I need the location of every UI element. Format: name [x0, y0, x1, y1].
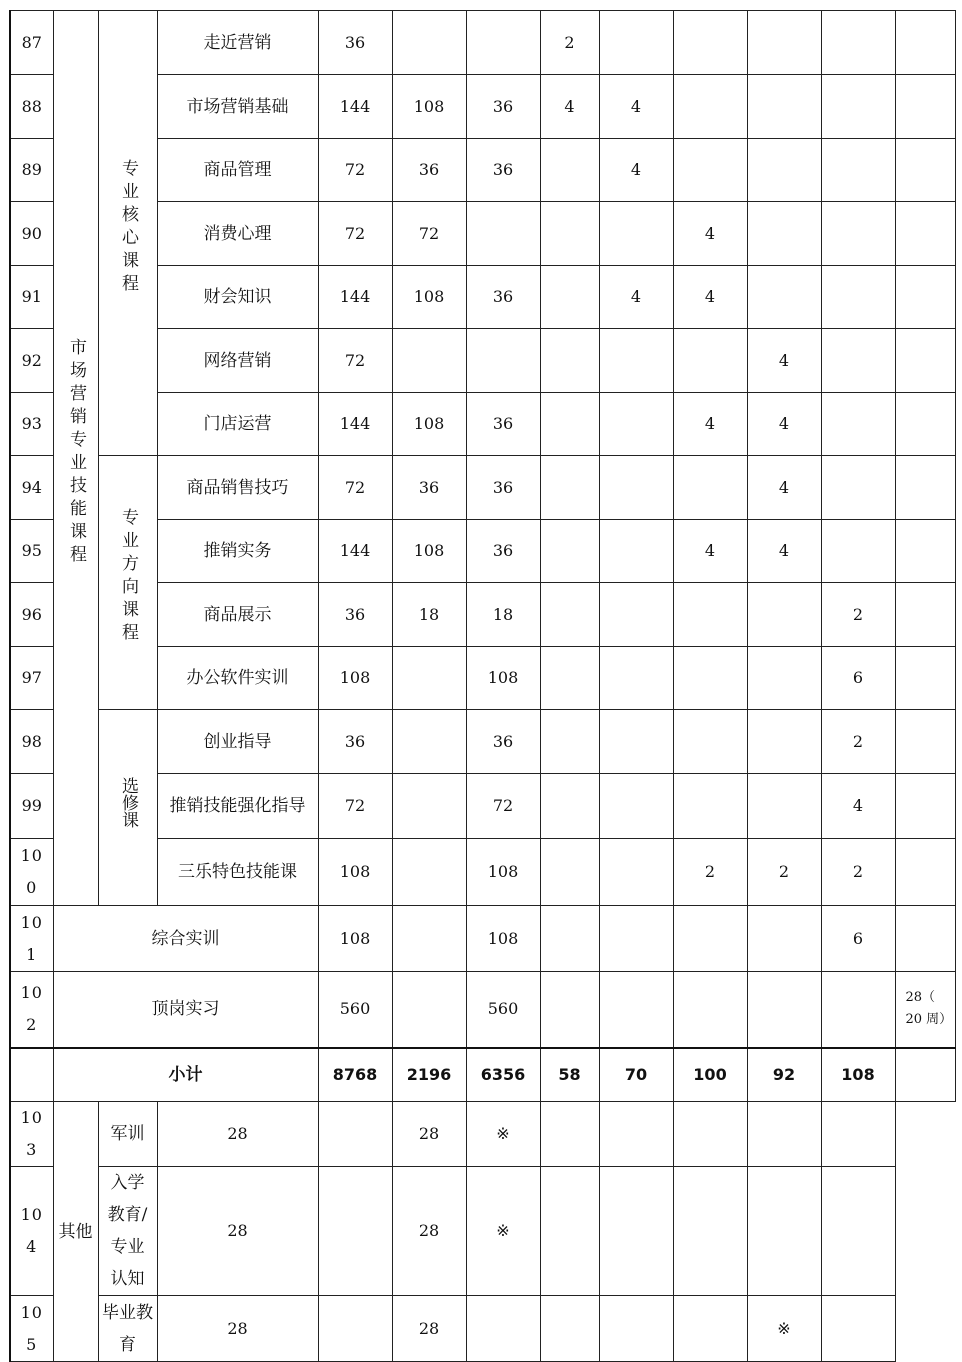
row-number-text: 99 — [21, 796, 42, 815]
cell-theory — [318, 1102, 392, 1167]
cell-s6 — [895, 456, 955, 520]
cell-total: 28 — [157, 1296, 318, 1362]
cell-s2 — [599, 583, 673, 647]
row-number-text: 91 — [21, 287, 42, 306]
cell-s3: 4 — [673, 520, 747, 583]
cell-theory: 36 — [392, 139, 466, 202]
cell-s4: 4 — [747, 329, 821, 393]
cell-s4 — [747, 972, 821, 1048]
course-name-text: 办公软件实训 — [186, 668, 289, 688]
cell-s6 — [895, 202, 955, 266]
cell-total: 108 — [318, 647, 392, 710]
table-row — [10, 456, 955, 520]
cell-s6 — [895, 393, 955, 456]
cell-s3 — [673, 774, 747, 839]
cell-theory: 72 — [392, 202, 466, 266]
cell-s3 — [599, 1167, 673, 1296]
cell-total: 36 — [318, 710, 392, 774]
row-number — [10, 906, 53, 972]
cell-total: 36 — [318, 11, 392, 75]
course-name-text: 小计 — [168, 1064, 203, 1085]
cell-s5: 6 — [821, 906, 895, 972]
cell-s4 — [673, 1102, 747, 1167]
cell-practice — [466, 11, 540, 75]
cell-s2: 4 — [599, 266, 673, 329]
cell-s4: 92 — [747, 1048, 821, 1102]
cell-s2 — [599, 456, 673, 520]
row-number-text: 87 — [21, 32, 42, 52]
cell-s4 — [747, 583, 821, 647]
row-number-text: 92 — [21, 350, 42, 370]
cell-s6 — [895, 520, 955, 583]
cell-s1: ※ — [466, 1102, 540, 1167]
cell-s3 — [673, 329, 747, 393]
cell-total: 36 — [318, 583, 392, 647]
cell-s5 — [821, 520, 895, 583]
course-name — [157, 75, 318, 139]
table-row — [10, 1167, 955, 1296]
row-number-text: 102 — [20, 983, 43, 1035]
cell-s4 — [747, 202, 821, 266]
row-number-text: 93 — [21, 414, 42, 433]
row-number — [10, 329, 53, 393]
cell-theory: 36 — [392, 456, 466, 520]
cell-s2 — [599, 774, 673, 839]
cell-s6 — [895, 710, 955, 774]
row-number — [10, 710, 53, 774]
cell-s2 — [599, 972, 673, 1048]
table-row — [10, 972, 955, 1048]
course-name — [157, 774, 318, 839]
table-row — [10, 1048, 955, 1102]
cell-s6 — [895, 583, 955, 647]
cell-theory — [392, 972, 466, 1048]
course-name — [157, 11, 318, 75]
course-name-text: 推销实务 — [203, 541, 272, 561]
cell-s2 — [540, 1102, 599, 1167]
cell-s2 — [599, 906, 673, 972]
cell-s3 — [673, 456, 747, 520]
cell-s6 — [895, 329, 955, 393]
cell-s1: 58 — [540, 1048, 599, 1102]
course-name-text: 市场营销基础 — [186, 96, 289, 117]
table-body — [10, 11, 955, 1362]
cell-practice: 36 — [466, 710, 540, 774]
row-number — [10, 139, 53, 202]
cell-s4: 4 — [747, 520, 821, 583]
row-number-text: 101 — [20, 912, 43, 964]
row-number-text: 104 — [20, 1205, 43, 1256]
cell-s1 — [540, 972, 599, 1048]
course-name — [157, 456, 318, 520]
row-number-text: 96 — [21, 604, 42, 624]
cell-s5: 4 — [821, 774, 895, 839]
cell-s1: 4 — [540, 75, 599, 139]
cell-practice: 6356 — [466, 1048, 540, 1102]
cell-practice: 36 — [466, 456, 540, 520]
cell-s5 — [747, 1167, 821, 1296]
cell-s2: 70 — [599, 1048, 673, 1102]
course-name-text: 入学教育/专业认知 — [107, 1173, 148, 1289]
cell-s2 — [599, 393, 673, 456]
course-name — [157, 139, 318, 202]
cell-s5: 2 — [821, 839, 895, 906]
cell-total: 72 — [318, 329, 392, 393]
cell-practice: 108 — [466, 647, 540, 710]
course-name — [98, 1296, 157, 1362]
group-other — [53, 1102, 98, 1362]
cell-theory: 108 — [392, 266, 466, 329]
cell-s5: 6 — [821, 647, 895, 710]
cell-s2 — [599, 647, 673, 710]
cell-theory: 108 — [392, 520, 466, 583]
course-name-text: 三乐特色技能课 — [178, 862, 297, 882]
cell-s4: 4 — [747, 393, 821, 456]
cell-s1: 2 — [540, 11, 599, 75]
cell-practice: 560 — [466, 972, 540, 1048]
cell-s3 — [673, 139, 747, 202]
course-name-text: 商品管理 — [203, 160, 272, 180]
cell-s2 — [599, 520, 673, 583]
course-name — [157, 647, 318, 710]
cell-s3 — [673, 906, 747, 972]
cell-s1 — [540, 710, 599, 774]
cell-s1 — [540, 647, 599, 710]
course-name — [157, 583, 318, 647]
row-number — [10, 1167, 53, 1296]
cell-s4 — [747, 266, 821, 329]
cell-practice: 108 — [466, 906, 540, 972]
course-name — [53, 1048, 318, 1102]
cell-s2: 4 — [599, 75, 673, 139]
course-name-text: 军训 — [110, 1124, 145, 1144]
cell-total: 28 — [157, 1102, 318, 1167]
cell-total: 72 — [318, 139, 392, 202]
group-label: 其他 — [58, 1221, 93, 1242]
cell-s2: 4 — [599, 139, 673, 202]
cell-practice: 28 — [392, 1167, 466, 1296]
cell-practice: 36 — [466, 266, 540, 329]
cell-s4 — [747, 139, 821, 202]
cell-total: 108 — [318, 839, 392, 906]
row-number — [10, 520, 53, 583]
row-number — [10, 839, 53, 906]
cell-total: 144 — [318, 266, 392, 329]
cell-total: 144 — [318, 393, 392, 456]
group-label: 市场营销专业技能课程 — [66, 337, 86, 568]
table-row — [10, 1102, 955, 1167]
table-row — [10, 1296, 955, 1362]
row-number — [10, 456, 53, 520]
group-label: 专业核心课程 — [118, 158, 138, 297]
cell-s3 — [599, 1296, 673, 1362]
cell-total: 144 — [318, 520, 392, 583]
cell-s4: 4 — [747, 456, 821, 520]
cell-s5: 108 — [821, 1048, 895, 1102]
course-name-text: 创业指导 — [203, 731, 272, 752]
cell-s6 — [895, 75, 955, 139]
cell-s6 — [821, 1102, 895, 1167]
cell-total: 560 — [318, 972, 392, 1048]
course-name — [157, 202, 318, 266]
cell-s6 — [895, 774, 955, 839]
cell-s3 — [673, 75, 747, 139]
cell-s1 — [540, 520, 599, 583]
row-number — [10, 774, 53, 839]
course-name-text: 消费心理 — [203, 223, 272, 244]
course-name — [157, 839, 318, 906]
cell-practice: 28 — [392, 1102, 466, 1167]
cell-s4 — [747, 11, 821, 75]
cell-s3 — [673, 972, 747, 1048]
course-name-text: 网络营销 — [203, 350, 272, 371]
course-name-text: 商品销售技巧 — [186, 477, 289, 498]
cell-s3: 4 — [673, 266, 747, 329]
cell-s5 — [821, 202, 895, 266]
row-number — [10, 11, 53, 75]
course-name-text: 综合实训 — [151, 928, 220, 949]
course-name-text: 推销技能强化指导 — [169, 796, 306, 816]
cell-s4: 2 — [747, 839, 821, 906]
row-number-text: 94 — [21, 477, 42, 497]
row-number — [10, 1296, 53, 1362]
cell-s6 — [895, 11, 955, 75]
cell-s6: 28（ 20 周） — [895, 972, 955, 1048]
cell-s6 — [895, 1048, 955, 1102]
table-row — [10, 11, 955, 75]
cell-s4 — [747, 774, 821, 839]
cell-practice: 36 — [466, 520, 540, 583]
cell-total: 72 — [318, 456, 392, 520]
cell-theory: 18 — [392, 583, 466, 647]
cell-theory — [392, 774, 466, 839]
cell-s4 — [747, 75, 821, 139]
cell-s5: ※ — [747, 1296, 821, 1362]
cell-practice: 36 — [466, 75, 540, 139]
cell-s2 — [540, 1167, 599, 1296]
cell-s6 — [821, 1167, 895, 1296]
cell-practice — [466, 202, 540, 266]
cell-theory — [392, 906, 466, 972]
cell-theory: 108 — [392, 393, 466, 456]
course-name — [157, 520, 318, 583]
cell-s1 — [540, 329, 599, 393]
cell-s1 — [540, 456, 599, 520]
cell-theory — [392, 839, 466, 906]
cell-s3: 4 — [673, 202, 747, 266]
cell-practice: 18 — [466, 583, 540, 647]
row-number — [10, 583, 53, 647]
cell-s1 — [540, 202, 599, 266]
group-market-skill — [53, 11, 98, 906]
row-number — [10, 393, 53, 456]
cell-s4 — [673, 1296, 747, 1362]
course-name — [157, 393, 318, 456]
course-name — [98, 1102, 157, 1167]
cell-total: 28 — [157, 1167, 318, 1296]
row-number-text: 89 — [21, 160, 42, 179]
cell-s1 — [540, 906, 599, 972]
cell-total: 108 — [318, 906, 392, 972]
cell-s5 — [821, 456, 895, 520]
course-name-text: 顶岗实习 — [151, 999, 220, 1020]
course-name-text: 商品展示 — [203, 604, 272, 625]
row-number — [10, 1102, 53, 1167]
table-row — [10, 710, 955, 774]
cell-practice: 36 — [466, 393, 540, 456]
cell-s1 — [540, 583, 599, 647]
cell-s2 — [599, 839, 673, 906]
cell-s6 — [895, 647, 955, 710]
cell-s2 — [599, 329, 673, 393]
cell-s6 — [895, 139, 955, 202]
row-number-text: 90 — [21, 223, 42, 243]
cell-s1 — [540, 139, 599, 202]
course-name — [98, 1167, 157, 1296]
cell-s5: 2 — [821, 583, 895, 647]
cell-total: 72 — [318, 202, 392, 266]
row-number-text: 105 — [20, 1302, 43, 1354]
cell-s6 — [895, 266, 955, 329]
row-number-text: 100 — [20, 846, 43, 897]
row-number — [10, 972, 53, 1048]
table-row — [10, 906, 955, 972]
cell-practice: 36 — [466, 139, 540, 202]
cell-s6 — [821, 1296, 895, 1362]
cell-s2 — [599, 11, 673, 75]
course-name — [157, 266, 318, 329]
row-number-text: 88 — [21, 96, 42, 116]
cell-s3 — [673, 647, 747, 710]
row-number — [10, 202, 53, 266]
cell-s5 — [821, 972, 895, 1048]
cell-s3 — [673, 583, 747, 647]
row-number-text: 103 — [20, 1108, 43, 1159]
cell-s6 — [895, 839, 955, 906]
cell-practice: 108 — [466, 839, 540, 906]
course-name — [53, 906, 318, 972]
cell-theory — [392, 329, 466, 393]
cell-theory — [318, 1296, 392, 1362]
cell-theory — [392, 11, 466, 75]
cell-s3 — [599, 1102, 673, 1167]
cell-s5 — [821, 75, 895, 139]
cell-s5: 2 — [821, 710, 895, 774]
course-name-text: 毕业教育 — [102, 1302, 153, 1355]
row-number-text: 95 — [21, 541, 42, 560]
group-direction — [98, 456, 157, 710]
cell-theory — [318, 1167, 392, 1296]
cell-s4 — [747, 647, 821, 710]
cell-s3 — [673, 11, 747, 75]
cell-s5 — [821, 11, 895, 75]
cell-s3 — [673, 710, 747, 774]
cell-theory — [392, 647, 466, 710]
cell-total: 144 — [318, 75, 392, 139]
cell-s2 — [599, 202, 673, 266]
cell-s5 — [821, 266, 895, 329]
cell-s3: 4 — [673, 393, 747, 456]
group-core — [98, 11, 157, 456]
cell-s1 — [540, 839, 599, 906]
cell-s1 — [466, 1296, 540, 1362]
course-name-text: 门店运营 — [203, 414, 272, 434]
course-name — [157, 710, 318, 774]
row-number — [10, 266, 53, 329]
cell-s4 — [673, 1167, 747, 1296]
group-label: 专业方向课程 — [118, 508, 138, 646]
cell-s4 — [747, 906, 821, 972]
cell-s4 — [747, 710, 821, 774]
row-number — [10, 1048, 53, 1102]
course-name-text: 财会知识 — [203, 287, 272, 307]
row-number-text: 97 — [21, 668, 42, 687]
cell-s2 — [599, 710, 673, 774]
cell-s5 — [821, 139, 895, 202]
cell-theory: 2196 — [392, 1048, 466, 1102]
cell-s1 — [540, 393, 599, 456]
curriculum-table — [9, 10, 956, 1362]
group-label: 选修课 — [118, 776, 138, 828]
row-number-text: 98 — [21, 731, 42, 751]
cell-s1: ※ — [466, 1167, 540, 1296]
row-number — [10, 647, 53, 710]
cell-s3: 100 — [673, 1048, 747, 1102]
cell-s3: 2 — [673, 839, 747, 906]
cell-total: 72 — [318, 774, 392, 839]
group-elective — [98, 710, 157, 906]
cell-practice: 72 — [466, 774, 540, 839]
cell-s1 — [540, 266, 599, 329]
cell-practice: 28 — [392, 1296, 466, 1362]
cell-practice — [466, 329, 540, 393]
cell-theory: 108 — [392, 75, 466, 139]
cell-s2 — [540, 1296, 599, 1362]
cell-s1 — [540, 774, 599, 839]
cell-total: 8768 — [318, 1048, 392, 1102]
cell-s5 — [747, 1102, 821, 1167]
cell-theory — [392, 710, 466, 774]
course-name — [157, 329, 318, 393]
row-number — [10, 75, 53, 139]
cell-s6 — [895, 906, 955, 972]
cell-s5 — [821, 329, 895, 393]
course-name-text: 走近营销 — [203, 32, 272, 53]
cell-s5 — [821, 393, 895, 456]
course-name — [53, 972, 318, 1048]
